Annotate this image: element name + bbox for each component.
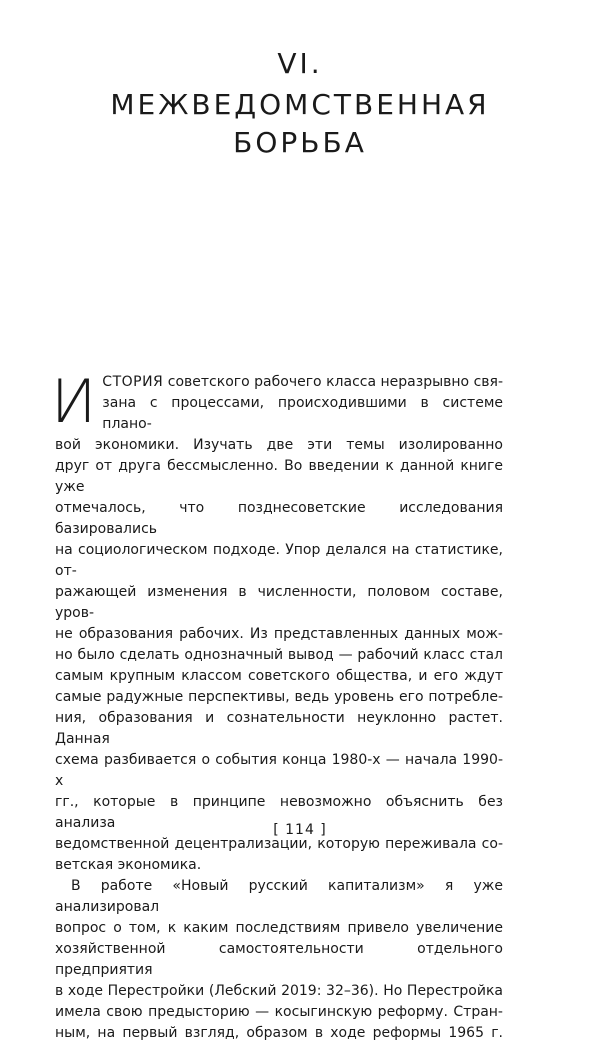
first-word: СТОРИЯ: [102, 374, 164, 390]
text-line: друг от друга бессмысленно. Во введении к данной книге уже: [55, 458, 503, 495]
chapter-number: VI.: [277, 47, 323, 80]
paragraph-2: [55, 876, 503, 1044]
paragraph-1: [51, 367, 503, 876]
text-line: имела свою предысторию — косыгинскую реформу. Стран-: [55, 1004, 503, 1020]
text-line: ния, образования и сознательности неуклонно растет. Данная: [55, 710, 503, 747]
text-line: самым крупным классом советского общества, и его ждут: [55, 668, 503, 684]
chapter-title-line-1: МЕЖВЕДОМСТВЕННАЯ: [110, 88, 490, 121]
text-line: вой экономики. Изучать две эти темы изолированно: [55, 437, 503, 453]
text-line: но было сделать однозначный вывод — рабочий класс стал: [55, 647, 503, 663]
text-line: ветская экономика.: [55, 857, 202, 873]
text-line: В работе «Новый русский капитализм» я уже анализировал: [55, 878, 503, 915]
text-line: вопрос о том, к каким последствиям привело увеличение: [55, 920, 503, 936]
text-line: хозяйственной самостоятельности отдельного предприятия: [55, 941, 503, 978]
text-line: на социологическом подходе. Упор делался на статистике, от-: [55, 542, 503, 579]
drop-cap: И: [51, 367, 97, 437]
text-line: схема разбивается о события конца 1980-х — начала 1990-х: [55, 752, 503, 789]
chapter-title-line-2: БОРЬБА: [233, 126, 367, 159]
text-line: в ходе Перестройки (Лебский 2019: 32–36). Но Перестройка: [55, 983, 503, 999]
body-text: [51, 367, 503, 1044]
text-line: самые радужные перспективы, ведь уровень его потребле-: [55, 689, 503, 705]
text-line: отмечалось, что позднесоветские исследования базировались: [55, 500, 503, 537]
text-line: гг., которые в принципе невозможно объяснить без анализа: [55, 794, 503, 831]
text-line: не образования рабочих. Из представленных данных мож-: [55, 626, 503, 642]
page-number: [ 114 ]: [273, 822, 327, 838]
text-line: зана с процессами, происходившими в системе плано-: [102, 395, 503, 432]
chapter-title: [0, 86, 600, 162]
text-line: ным, на первый взгляд, образом в ходе реформы 1965 г.: [55, 1025, 503, 1041]
text-line: СТОРИЯ советского рабочего класса неразрывно свя-: [102, 374, 503, 390]
text-line: ведомственной децентрализации, которую переживала со-: [55, 836, 503, 852]
text-line: ражающей изменения в численности, половом составе, уров-: [55, 584, 503, 621]
